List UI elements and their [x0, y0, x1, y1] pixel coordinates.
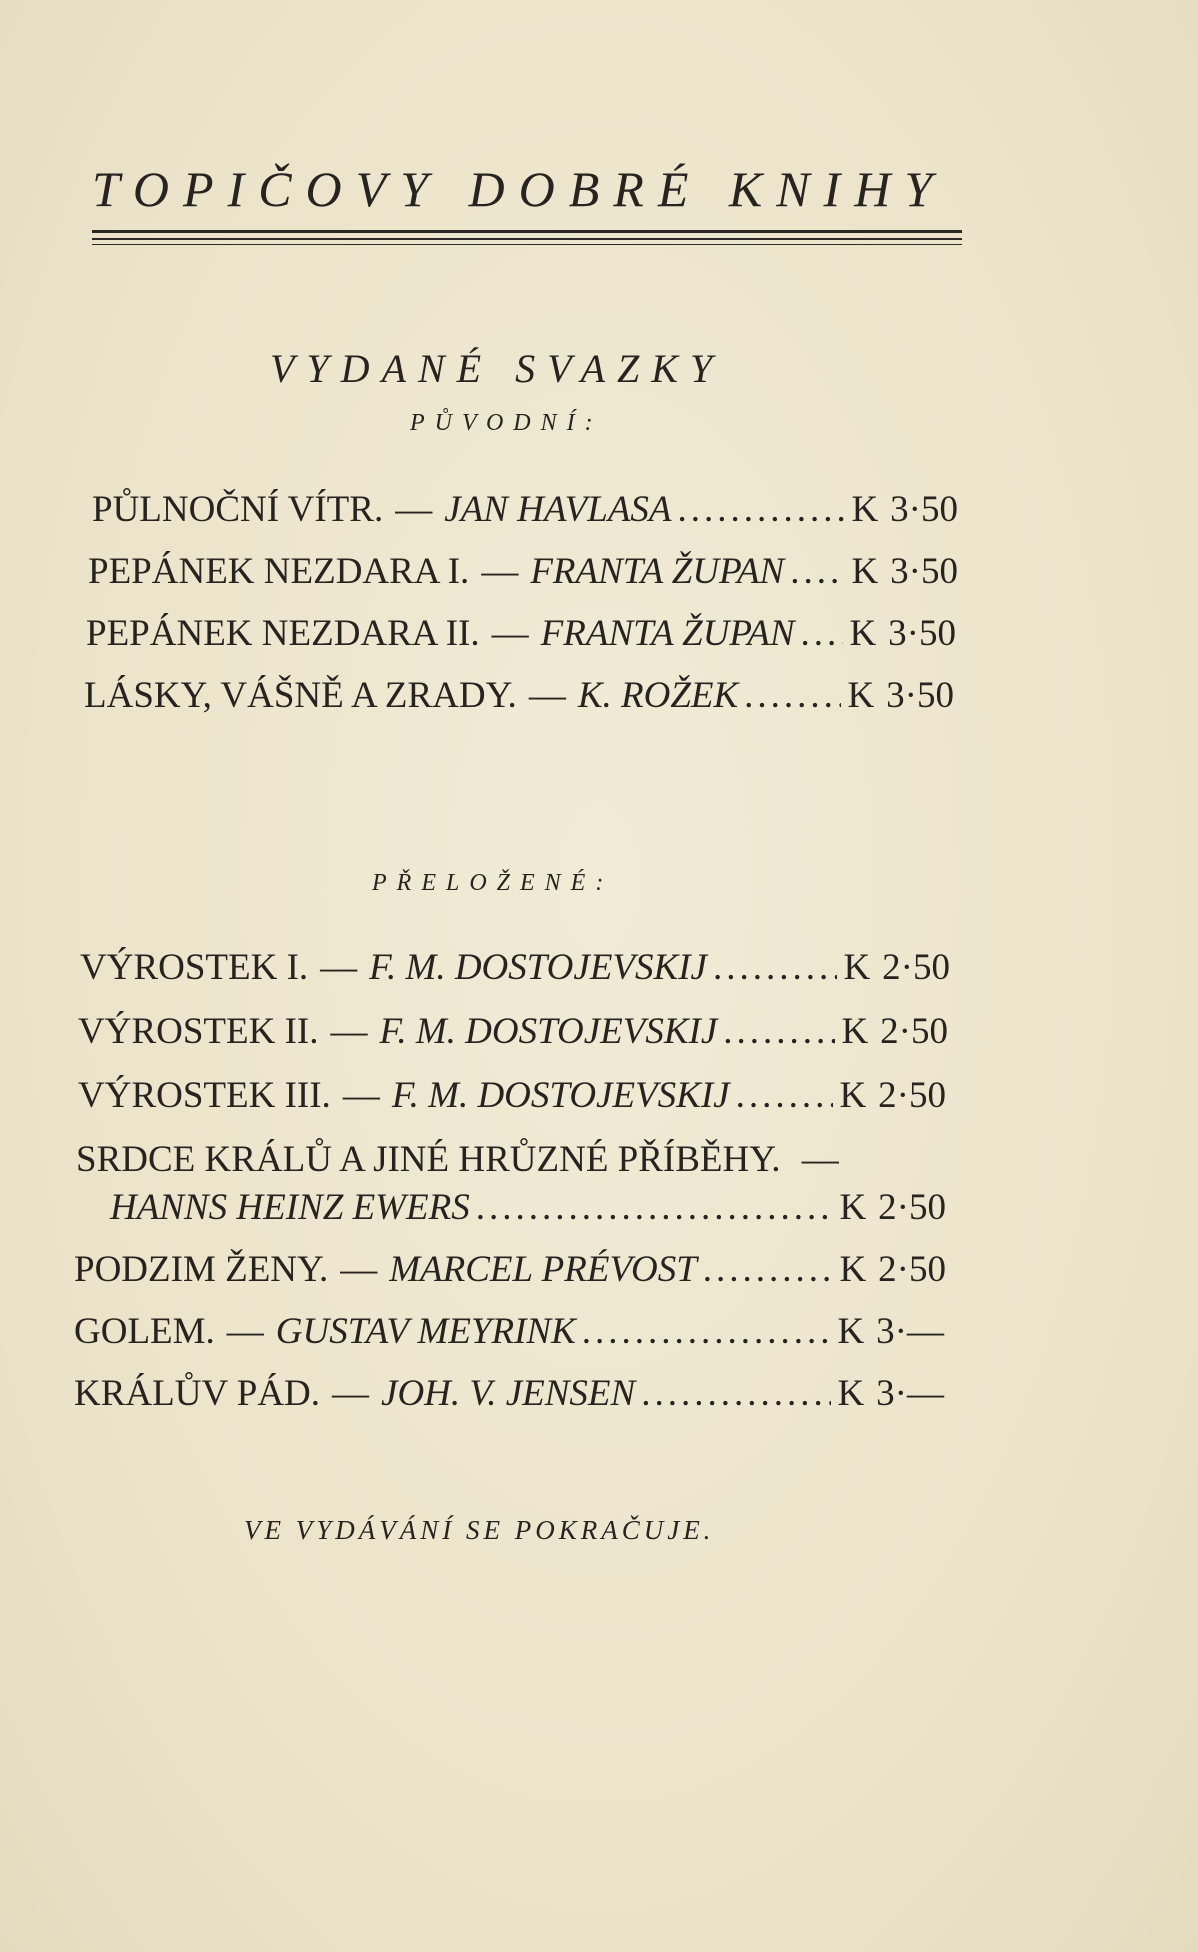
- book-price: [851, 550, 958, 593]
- book-price: [849, 612, 956, 655]
- book-author: F. M. DOSTOJEVSKIJ: [369, 947, 707, 988]
- title-rule-middle: [92, 238, 962, 240]
- currency-label: K: [851, 551, 879, 592]
- leader-dots: [801, 612, 844, 655]
- book-title: SRDCE KRÁLŮ A JINÉ HRŮZNÉ PŘÍBĚHY.: [76, 1139, 781, 1180]
- book-price: [839, 1186, 946, 1229]
- translated-works-label: PŘELOŽENÉ:: [372, 870, 614, 896]
- leader-dots: [476, 1186, 834, 1229]
- currency-label: K: [839, 1075, 867, 1116]
- dash-separator: —: [481, 551, 519, 592]
- book-price: [843, 946, 950, 989]
- book-price: [847, 674, 954, 717]
- price-value: 3·—: [876, 1311, 944, 1352]
- price-value: 2·50: [878, 1249, 946, 1290]
- dash-separator: —: [395, 489, 433, 530]
- book-author: F. M. DOSTOJEVSKIJ: [379, 1011, 718, 1052]
- book-price: [837, 1372, 944, 1415]
- book-entry: [78, 1074, 946, 1117]
- book-title: VÝROSTEK I.: [80, 947, 309, 988]
- leader-dots: [582, 1310, 832, 1353]
- book-price: [839, 1074, 946, 1117]
- price-value: 3·50: [886, 675, 954, 716]
- book-entry: [110, 1186, 946, 1229]
- book-author: K. ROŽEK: [577, 675, 739, 716]
- book-entry-title-line: [76, 1138, 839, 1181]
- leader-dots: [723, 1010, 835, 1053]
- dash-separator: —: [342, 1075, 380, 1116]
- price-value: 3·—: [876, 1373, 944, 1414]
- leader-dots: [736, 1074, 834, 1117]
- book-author: JOH. V. JENSEN: [381, 1373, 636, 1414]
- book-title: PŮLNOČNÍ VÍTR.: [92, 489, 384, 530]
- book-price: [837, 1310, 944, 1353]
- currency-label: K: [851, 489, 879, 530]
- section-title: VYDANÉ SVAZKY: [270, 346, 725, 391]
- title-rule-thin: [92, 244, 962, 245]
- dash-separator: —: [320, 947, 358, 988]
- book-title: VÝROSTEK II.: [78, 1011, 319, 1052]
- leader-dots: [703, 1248, 834, 1291]
- currency-label: K: [839, 1249, 867, 1290]
- dash-separator: —: [801, 1139, 839, 1180]
- currency-label: K: [843, 947, 871, 988]
- book-entry: [74, 1372, 944, 1415]
- book-author: F. M. DOSTOJEVSKIJ: [391, 1075, 730, 1116]
- currency-label: K: [847, 675, 875, 716]
- leader-dots: [641, 1372, 831, 1415]
- price-value: 2·50: [878, 1187, 946, 1228]
- price-value: 2·50: [878, 1075, 946, 1116]
- book-price: [841, 1010, 948, 1053]
- book-entry: [74, 1310, 944, 1353]
- book-entry: [78, 1010, 948, 1053]
- book-price: [839, 1248, 946, 1291]
- dash-separator: —: [491, 613, 529, 654]
- currency-label: K: [837, 1311, 865, 1352]
- currency-label: K: [849, 613, 877, 654]
- book-title: GOLEM.: [74, 1311, 215, 1352]
- book-author: FRANTA ŽUPAN: [540, 613, 795, 654]
- book-entry: [80, 946, 950, 989]
- book-entry: [74, 1248, 946, 1291]
- book-title: PEPÁNEK NEZDARA II.: [86, 613, 480, 654]
- book-title: VÝROSTEK III.: [78, 1075, 331, 1116]
- book-author: MARCEL PRÉVOST: [389, 1249, 697, 1290]
- book-entry: [86, 612, 956, 655]
- book-title: PEPÁNEK NEZDARA I.: [88, 551, 470, 592]
- book-author: HANNS HEINZ EWERS: [110, 1187, 470, 1228]
- price-value: 2·50: [882, 947, 950, 988]
- dash-separator: —: [330, 1011, 368, 1052]
- book-title: KRÁLŮV PÁD.: [74, 1373, 321, 1414]
- currency-label: K: [837, 1373, 865, 1414]
- price-value: 3·50: [888, 613, 956, 654]
- book-entry: [84, 674, 954, 717]
- title-rule-thick: [92, 230, 962, 233]
- leader-dots: [744, 674, 841, 717]
- price-value: 2·50: [880, 1011, 948, 1052]
- book-entry: [88, 550, 958, 593]
- currency-label: K: [841, 1011, 869, 1052]
- leader-dots: [678, 488, 846, 531]
- book-author: FRANTA ŽUPAN: [530, 551, 785, 592]
- dash-separator: —: [340, 1249, 378, 1290]
- leader-dots: [790, 550, 845, 593]
- price-value: 3·50: [890, 489, 958, 530]
- book-author: JAN HAVLASA: [444, 489, 672, 530]
- book-author: GUSTAV MEYRINK: [275, 1311, 576, 1352]
- dash-separator: —: [332, 1373, 370, 1414]
- continuation-note: VE VYDÁVÁNÍ SE POKRAČUJE.: [244, 1515, 715, 1545]
- dash-separator: —: [226, 1311, 264, 1352]
- book-entry: [92, 488, 958, 531]
- book-price: [851, 488, 958, 531]
- series-title: TOPIČOVY DOBRÉ KNIHY: [92, 161, 947, 217]
- leader-dots: [713, 946, 837, 989]
- price-value: 3·50: [890, 551, 958, 592]
- book-title: LÁSKY, VÁŠNĚ A ZRADY.: [84, 675, 517, 716]
- original-works-label: PŮVODNÍ:: [410, 410, 603, 436]
- book-title: PODZIM ŽENY.: [74, 1249, 329, 1290]
- dash-separator: —: [528, 675, 566, 716]
- currency-label: K: [839, 1187, 867, 1228]
